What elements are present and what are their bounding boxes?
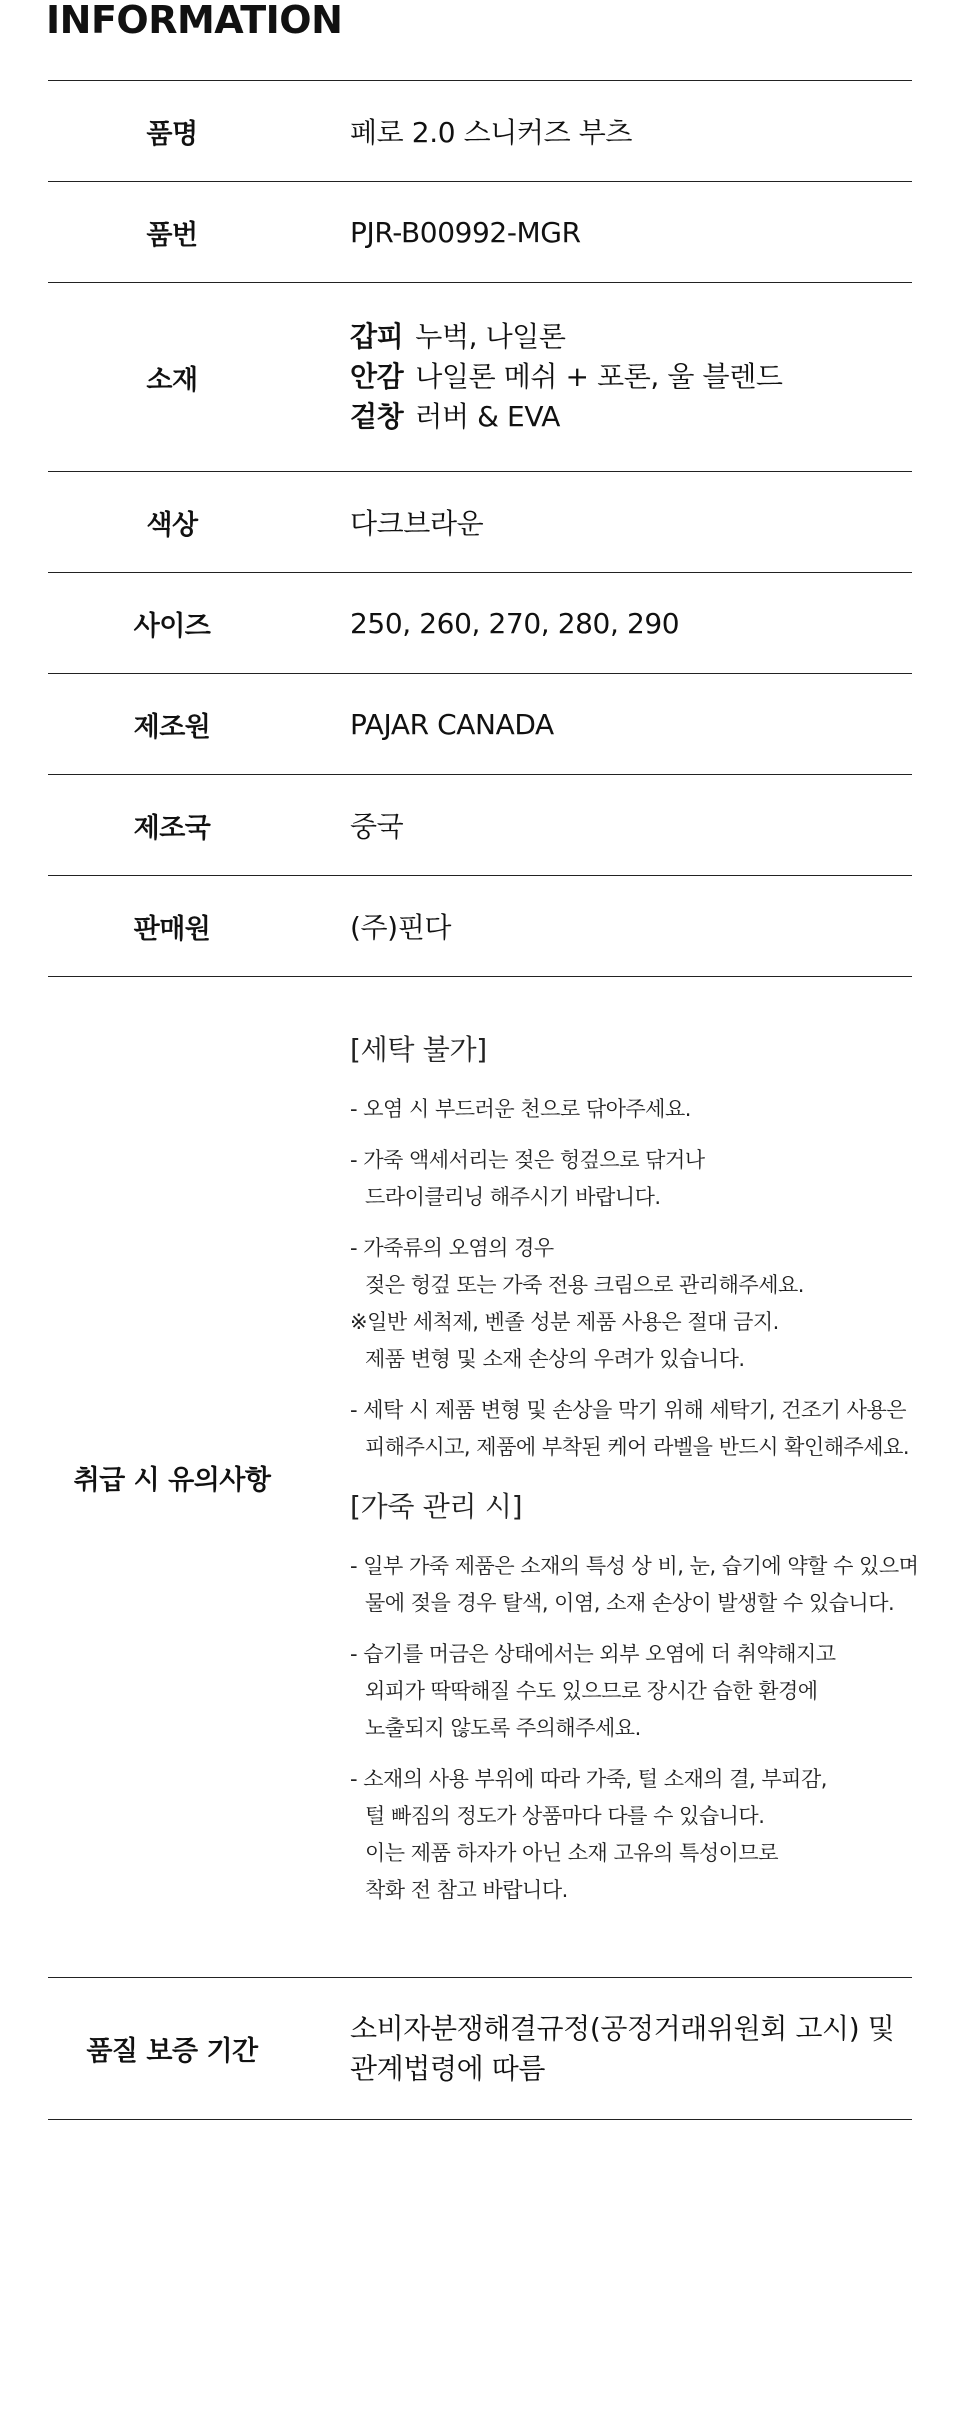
care-line: 드라이클리닝 해주시기 바랍니다. (365, 1185, 661, 1209)
care-line: - 오염 시 부드러운 천으로 닦아주세요. (350, 1097, 691, 1121)
material-item (350, 397, 912, 437)
table-row-care (48, 977, 919, 1978)
care-instructions (296, 1031, 918, 1923)
warranty-line: 소비자분쟁해결규정(공정거래위원회 고시) 및 (350, 2011, 895, 2045)
product-sizes: 250, 260, 270, 280, 290 (350, 606, 680, 640)
table-row-material (48, 283, 912, 472)
care-item (350, 1392, 918, 1466)
product-code: PJR-B00992-MGR (350, 215, 581, 249)
row-label: 품번 (146, 219, 198, 251)
table-row-name (48, 81, 912, 182)
manufacturer: PAJAR CANADA (350, 707, 554, 741)
material-value: 누벅, 나일론 (415, 320, 566, 353)
wash-heading: [세탁 불가] (350, 1033, 487, 1066)
row-label: 품질 보증 기간 (86, 2036, 258, 2067)
warranty-period (296, 2009, 912, 2089)
care-line: 착화 전 참고 바랍니다. (365, 1878, 568, 1902)
care-line: 외피가 딱딱해질 수도 있으므로 장시간 습한 환경에 (365, 1679, 818, 1703)
material-value: 나일론 메쉬 + 포론, 울 블렌드 (415, 360, 783, 393)
care-line: - 일부 가죽 제품은 소재의 특성 상 비, 눈, 습기에 약할 수 있으며 (350, 1554, 919, 1578)
care-line: 젖은 헝겊 또는 가죽 전용 크림으로 관리해주세요. (365, 1273, 804, 1297)
row-label: 색상 (146, 509, 198, 541)
care-line: - 습기를 머금은 상태에서는 외부 오염에 더 취약해지고 (350, 1642, 836, 1666)
product-name: 페로 2.0 스니커즈 부츠 (350, 116, 633, 149)
table-row-size (48, 573, 912, 674)
information-table (48, 80, 919, 2120)
country-of-origin: 중국 (350, 810, 404, 843)
row-label: 제조국 (133, 812, 211, 844)
row-label: 사이즈 (133, 610, 211, 642)
care-line: 노출되지 않도록 주의해주세요. (365, 1716, 641, 1740)
material-key: 안감 (350, 360, 404, 393)
product-color: 다크브라운 (350, 507, 484, 540)
row-label: 제조원 (133, 711, 211, 743)
care-item (350, 1091, 918, 1128)
table-row-code (48, 182, 912, 283)
care-warning-line: ※일반 세척제, 벤졸 성분 제품 사용은 절대 금지. (350, 1310, 779, 1334)
care-line: 피해주시고, 제품에 부착된 케어 라벨을 반드시 확인해주세요. (365, 1435, 910, 1459)
seller: (주)핀다 (350, 911, 451, 944)
care-item (350, 1636, 918, 1747)
care-item (350, 1761, 918, 1909)
care-line: 이는 제품 하자가 아닌 소재 고유의 특성이므로 (365, 1841, 778, 1865)
leather-heading: [가죽 관리 시] (350, 1490, 523, 1523)
table-row-seller (48, 876, 912, 977)
care-line: - 가죽류의 오염의 경우 (350, 1236, 554, 1260)
page-title: INFORMATION (46, 0, 343, 42)
material-item (350, 317, 912, 357)
row-label: 취급 시 유의사항 (73, 1464, 271, 1496)
care-line: - 소재의 사용 부위에 따라 가죽, 털 소재의 결, 부피감, (350, 1767, 827, 1791)
warranty-line: 관계법령에 따름 (350, 2051, 546, 2085)
material-key: 갑피 (350, 320, 404, 353)
material-value: 러버 & EVA (415, 400, 561, 433)
table-row-color (48, 472, 912, 573)
row-label: 판매원 (133, 913, 211, 945)
care-line: 제품 변형 및 소재 손상의 우려가 있습니다. (365, 1347, 745, 1371)
care-line: 털 빠짐의 정도가 상품마다 다를 수 있습니다. (365, 1804, 765, 1828)
material-key: 겉창 (350, 400, 404, 433)
table-row-country (48, 775, 912, 876)
row-label: 품명 (146, 118, 198, 150)
material-list (296, 317, 912, 437)
table-row-warranty (48, 1978, 912, 2120)
row-label: 소재 (146, 364, 198, 396)
care-item (350, 1142, 918, 1216)
care-item (350, 1548, 918, 1622)
care-line: - 세탁 시 제품 변형 및 손상을 막기 위해 세탁기, 건조기 사용은 (350, 1398, 907, 1422)
material-item (350, 357, 912, 397)
care-line: 물에 젖을 경우 탈색, 이염, 소재 손상이 발생할 수 있습니다. (365, 1591, 895, 1615)
care-line: - 가죽 액세서리는 젖은 헝겊으로 닦거나 (350, 1148, 705, 1172)
table-row-maker (48, 674, 912, 775)
care-item (350, 1230, 918, 1378)
